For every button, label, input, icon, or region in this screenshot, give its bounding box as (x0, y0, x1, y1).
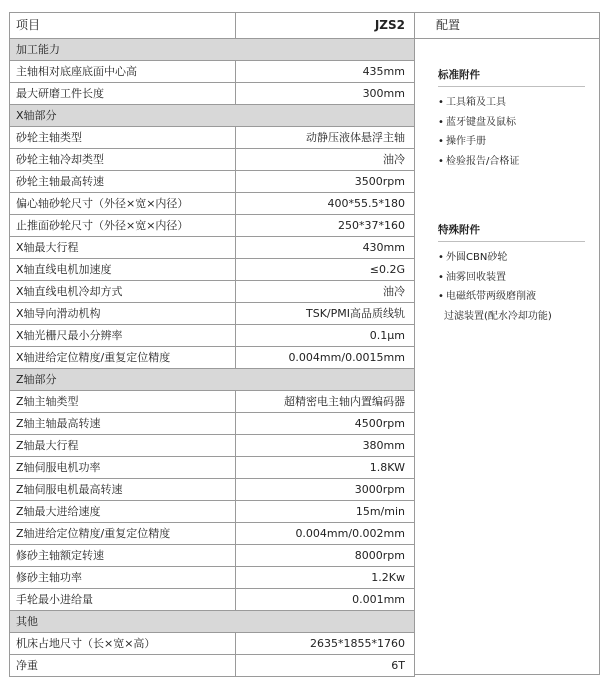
spec-value: 0.004mm/0.0015mm (236, 347, 415, 369)
spec-label: 主轴相对底座底面中心高 (10, 61, 236, 83)
spec-label: 最大研磨工件长度 (10, 83, 236, 105)
spec-label: 净重 (10, 655, 236, 677)
table-row (10, 149, 415, 171)
table-row (10, 523, 415, 545)
table-row (10, 655, 415, 677)
spec-value: 380mm (236, 435, 415, 457)
table-row (10, 457, 415, 479)
table-row (10, 347, 415, 369)
spec-label: X轴进给定位精度/重复定位精度 (10, 347, 236, 369)
spec-value: 3500rpm (236, 171, 415, 193)
spec-value: TSK/PMI高品质线轨 (236, 303, 415, 325)
table-row (10, 193, 415, 215)
spec-value: 超精密电主轴内置编码器 (236, 391, 415, 413)
item-header: 项目 (10, 13, 236, 39)
table-row (10, 215, 415, 237)
section-row (10, 39, 415, 61)
spec-value: 3000rpm (236, 479, 415, 501)
list-item-text: 蓝牙键盘及鼠标 (446, 116, 516, 128)
list-item (438, 248, 599, 268)
list-item-text: 外圆CBN砂轮 (446, 252, 508, 263)
list-item-text: 工具箱及工具 (446, 97, 506, 108)
table-row (10, 633, 415, 655)
table-row (10, 413, 415, 435)
spec-value: 6T (236, 655, 415, 677)
bullet-icon: • (438, 136, 444, 147)
spec-label: 修砂主轴功率 (10, 567, 236, 589)
special-accessories-title: 特殊附件 (438, 222, 585, 242)
table-header-row (10, 13, 415, 39)
spec-value: 0.001mm (236, 589, 415, 611)
spec-value: 8000rpm (236, 545, 415, 567)
spec-table (9, 12, 415, 677)
table-row (10, 501, 415, 523)
table-row (10, 259, 415, 281)
bullet-icon: • (438, 116, 444, 128)
bullet-icon: • (438, 97, 444, 108)
section-row (10, 105, 415, 127)
table-row (10, 589, 415, 611)
table-row (10, 391, 415, 413)
table-row (10, 83, 415, 105)
table-row (10, 479, 415, 501)
bullet-icon: • (438, 155, 444, 167)
spec-value: 300mm (236, 83, 415, 105)
spec-label: 偏心轴砂轮尺寸（外径×宽×内径） (10, 193, 236, 215)
spec-value: 250*37*160 (236, 215, 415, 237)
spec-label: Z轴最大进给速度 (10, 501, 236, 523)
section-row (10, 611, 415, 633)
list-item (438, 93, 599, 113)
spec-label: Z轴主轴类型 (10, 391, 236, 413)
table-row (10, 545, 415, 567)
spec-label: 修砂主轴额定转速 (10, 545, 236, 567)
spec-value: 动静压液体悬浮主轴 (236, 127, 415, 149)
list-item (438, 287, 599, 326)
spec-value: 400*55.5*180 (236, 193, 415, 215)
spec-value: 4500rpm (236, 413, 415, 435)
standard-accessories-list (438, 93, 599, 171)
spec-label: 砂轮主轴最高转速 (10, 171, 236, 193)
section-label: 加工能力 (10, 39, 415, 61)
standard-accessories-title: 标准附件 (438, 67, 585, 87)
spec-label: Z轴最大行程 (10, 435, 236, 457)
bullet-icon: • (438, 252, 444, 263)
list-item (438, 268, 599, 288)
list-item-text: 检验报告/合格证 (446, 155, 520, 167)
spec-value: 435mm (236, 61, 415, 83)
spec-label: X轴光栅尺最小分辨率 (10, 325, 236, 347)
spec-label: Z轴主轴最高转速 (10, 413, 236, 435)
spec-label: X轴直线电机冷却方式 (10, 281, 236, 303)
spec-label: Z轴伺服电机功率 (10, 457, 236, 479)
section-row (10, 369, 415, 391)
table-row (10, 567, 415, 589)
table-row (10, 303, 415, 325)
spec-label: X轴导向滑动机构 (10, 303, 236, 325)
list-item-text: 操作手册 (446, 136, 486, 147)
spec-label: X轴最大行程 (10, 237, 236, 259)
spec-label: 手轮最小进给量 (10, 589, 236, 611)
spec-value: 0.1μm (236, 325, 415, 347)
spec-value: 2635*1855*1760 (236, 633, 415, 655)
spec-label: 砂轮主轴类型 (10, 127, 236, 149)
spec-value: ≤0.2G (236, 259, 415, 281)
list-item (438, 132, 599, 152)
spec-value: 1.2Kw (236, 567, 415, 589)
model-header: JZS2 (236, 13, 415, 39)
list-item-continuation: 过滤装置(配水冷却功能) (444, 310, 552, 322)
list-item (438, 152, 599, 172)
section-label: X轴部分 (10, 105, 415, 127)
spec-value: 油冷 (236, 281, 415, 303)
list-item-text: 油雾回收装置 (446, 271, 506, 283)
spec-label: 机床占地尺寸（长×宽×高） (10, 633, 236, 655)
spec-value: 15m/min (236, 501, 415, 523)
table-row (10, 435, 415, 457)
table-row (10, 237, 415, 259)
config-panel (414, 12, 600, 675)
table-row (10, 325, 415, 347)
special-accessories-list (438, 248, 599, 326)
list-item (438, 113, 599, 133)
spec-value: 0.004mm/0.002mm (236, 523, 415, 545)
table-row (10, 61, 415, 83)
table-row (10, 281, 415, 303)
table-row (10, 127, 415, 149)
spec-label: Z轴伺服电机最高转速 (10, 479, 236, 501)
spec-value: 1.8KW (236, 457, 415, 479)
list-item-text: 电磁纸带两级磨削液 (446, 291, 536, 302)
section-label: 其他 (10, 611, 415, 633)
bullet-icon: • (438, 291, 444, 302)
spec-label: X轴直线电机加速度 (10, 259, 236, 281)
spec-value: 油冷 (236, 149, 415, 171)
spec-label: 止推面砂轮尺寸（外径×宽×内径） (10, 215, 236, 237)
spec-label: 砂轮主轴冷却类型 (10, 149, 236, 171)
spec-label: Z轴进给定位精度/重复定位精度 (10, 523, 236, 545)
spec-value: 430mm (236, 237, 415, 259)
bullet-icon: • (438, 271, 444, 283)
section-label: Z轴部分 (10, 369, 415, 391)
config-header: 配置 (414, 13, 599, 39)
table-row (10, 171, 415, 193)
